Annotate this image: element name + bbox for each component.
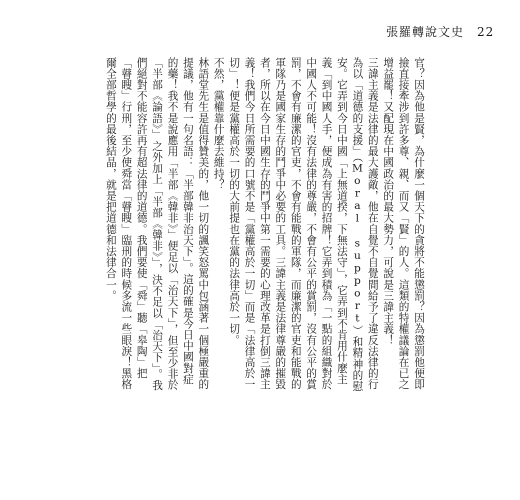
body-text xyxy=(104,57,426,393)
running-header xyxy=(0,22,520,42)
header-text xyxy=(386,22,494,42)
paragraph-4: 林語堂先生是值得贊美的，他一切的諷笑怒罵中包涵著一個極嚴重的提議，他有一句名語：「半部韓非治天下」。這的確是今日中國對症的藥！我不是說應用「半部《韓非》」便足以「治天下」，但至少非於「半部《論語》」之外加上「半部《韓非》」，決不足以「治天下」。我們絕對不能容許再有超法律的道德。我們要使「舜」聽「皋陶」把「瞽瞍」行刑，至少使舜當「瞽瞍」臨刑的時候多流一些眼淚！黑格爾全部哲學的最後結晶，就是把道德和法律合一。 xyxy=(104,57,210,391)
paragraph-2: 三諱主義是法律的最大護敵，他在自覺不自覺間給予了違反法律的行為以「道德的支援」（Moral support）和精神的慰安。它弄到今日中國「上無道揆，下無法守」，它弄到不肯用什麼主義「到中國人手，便成為有害的招牌！它弄到積為「一點的組織對於中國人不可能！沒有法律的尊嚴，不會有公平的賞罰，沒有公平的賞罰，不會有廉潔的官吏，不會有能戰的軍隊，而廉潔的官吏和能戰的軍隊乃是國家生存的鬥爭中必要的工具。三諱主義是法律尊嚴的摧毀者，所以在今日中國生存的鬥爭中第一需要的心理改革是打倒三諱主義！我們今日所需要的口號不是「黨權高於一切」而是「法律高於一切」！便是黨權高於一切的大前提也在黨的法律高於一切。 xyxy=(228,57,379,392)
book-title: 張羅轉說文史 xyxy=(386,25,465,39)
paragraph-1: 官？因為他是賢，為什麼一個天下的貪將不能懲罰？因為懲罰他便即撿直接牽涉到許多尊、親、而又「賢」的人。這類的特權議論在已之增益罷！又配現在中國政治的最大勢力，可說是三諱主義！ xyxy=(382,57,425,390)
page-number: 22 xyxy=(477,25,495,39)
paragraph-3: 不然，黨權靠什麼去維持？ xyxy=(212,57,225,191)
